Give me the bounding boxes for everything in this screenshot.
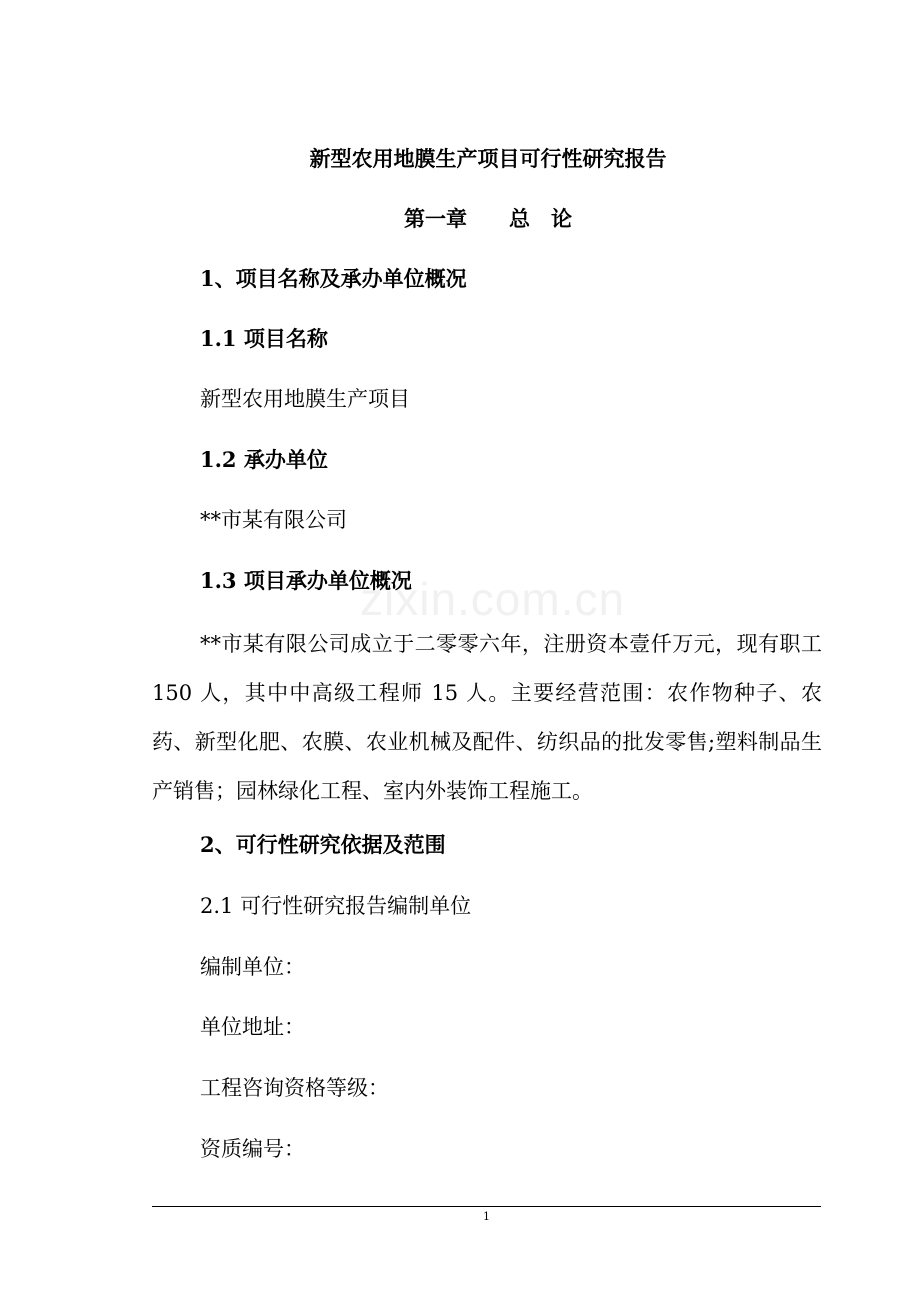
section1-2-heading-text: 1.2 承办单位 (200, 447, 328, 472)
footer-divider (152, 1206, 821, 1207)
field-grade: 工程咨询资格等级： (200, 1076, 389, 1100)
field-address: 单位地址： (200, 1015, 305, 1039)
section2-heading: 2、可行性研究依据及范围 (200, 832, 446, 857)
section1-1-heading (200, 324, 328, 354)
field-compiler: 编制单位： (200, 955, 305, 979)
chapter-name-part2: 论 (551, 206, 572, 231)
page-number: 1 (483, 1210, 490, 1223)
company-overview-paragraph (152, 620, 822, 816)
field-cert-no: 资质编号： (200, 1137, 305, 1161)
section1-heading: 1、项目名称及承办单位概况 (200, 266, 467, 291)
section2-1-heading: 2.1 可行性研究报告编制单位 (200, 894, 472, 918)
watermark: zixin.com.cn (360, 573, 626, 625)
chapter-number: 第一章 (404, 206, 467, 231)
section1-1-heading-text: 1.1 项目名称 (200, 326, 328, 351)
section1-3-heading: 1.3 项目承办单位概况 (200, 568, 412, 593)
project-name-text: 新型农用地膜生产项目 (200, 387, 410, 411)
chapter-name-part1: 总 (509, 206, 530, 231)
chapter-heading (0, 204, 920, 234)
company-overview-text: **市某有限公司成立于二零零六年，注册资本壹仟万元，现有职工 150 人，其中中高级工程师 15 人。主要经营范围：农作物种子、农药、新型化肥、农膜、农业机械及配件、纺织品的批发零售;塑料制品生产销售；园林绿化工程、室内外装饰工程施工。 (152, 632, 822, 803)
section1-2-heading (200, 445, 328, 475)
document-title: 新型农用地膜生产项目可行性研究报告 (309, 146, 667, 171)
undertaking-unit-text: **市某有限公司 (200, 508, 347, 532)
